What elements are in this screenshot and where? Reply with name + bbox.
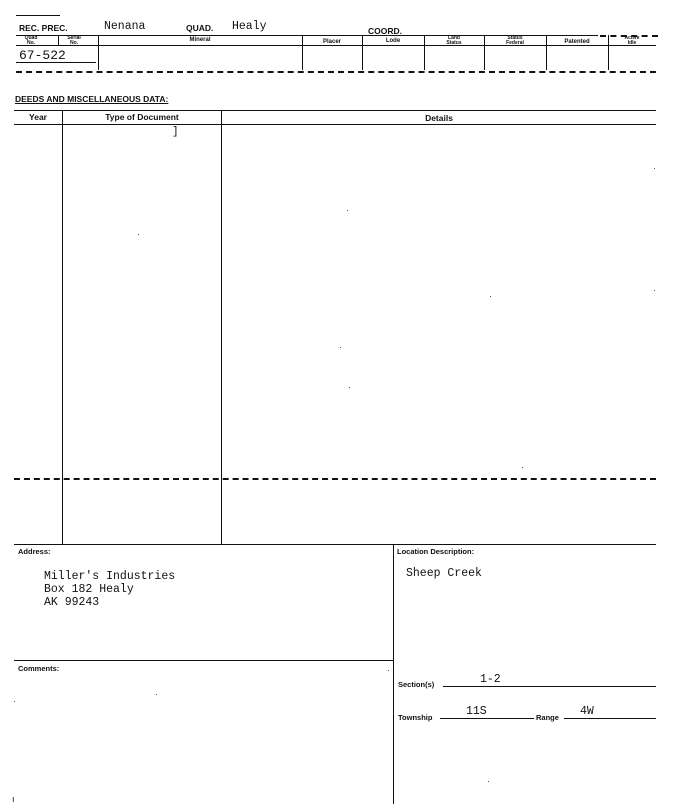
col-divider bbox=[484, 35, 485, 70]
township-value: 11S bbox=[466, 705, 487, 718]
scan-speck bbox=[349, 387, 350, 388]
deeds-header-rule bbox=[14, 124, 656, 125]
header-top-rule bbox=[16, 15, 60, 16]
quad-underline bbox=[16, 62, 96, 63]
record-rule-dashed bbox=[16, 71, 656, 73]
quad-number-value: 67-522 bbox=[19, 48, 66, 63]
address-label: Address: bbox=[18, 547, 51, 556]
active-idle-header: Active Idle bbox=[624, 35, 640, 46]
col-divider bbox=[546, 35, 547, 70]
type-of-document-header: Type of Document bbox=[105, 112, 179, 122]
coord-label: COORD. bbox=[368, 26, 402, 36]
location-description-value: Sheep Creek bbox=[406, 567, 482, 580]
scan-speck bbox=[654, 168, 655, 169]
stray-mark: ] bbox=[172, 126, 179, 138]
col-divider bbox=[424, 35, 425, 70]
scan-speck bbox=[138, 234, 139, 235]
scan-speck bbox=[340, 347, 341, 348]
year-header: Year bbox=[29, 112, 47, 122]
scan-speck bbox=[347, 210, 348, 211]
land-status-header: Land Status bbox=[446, 35, 462, 46]
address-line-3: AK 99243 bbox=[44, 596, 100, 609]
col-divider bbox=[58, 35, 59, 45]
column-header-rule bbox=[16, 45, 656, 46]
lode-header: Lode bbox=[385, 38, 401, 44]
address-line-1: Miller's Industries bbox=[44, 570, 176, 583]
range-value: 4W bbox=[580, 705, 594, 718]
scan-speck bbox=[156, 694, 157, 695]
deeds-section-title: DEEDS AND MISCELLANEOUS DATA: bbox=[15, 94, 169, 104]
rec-prec-value: Nenana bbox=[104, 20, 146, 33]
quad-value: Healy bbox=[232, 20, 267, 33]
col-divider bbox=[302, 35, 303, 70]
deeds-table-top bbox=[14, 110, 656, 111]
col-divider bbox=[608, 35, 609, 70]
scan-speck bbox=[388, 670, 389, 671]
address-line-2: Box 182 Healy bbox=[44, 583, 134, 596]
deeds-rule-dashed bbox=[14, 478, 656, 480]
sections-value: 1-2 bbox=[480, 673, 501, 686]
comments-label: Comments: bbox=[18, 664, 60, 673]
sections-label: Section(s) bbox=[398, 680, 435, 689]
patented-header: Patented bbox=[564, 39, 590, 45]
sections-underline bbox=[443, 686, 656, 687]
location-description-label: Location Description: bbox=[397, 547, 475, 556]
placer-header: Placer bbox=[322, 39, 341, 45]
mineral-header: Mineral bbox=[189, 37, 211, 43]
township-label: Township bbox=[398, 713, 433, 722]
address-comments-rule bbox=[14, 660, 393, 661]
col-divider bbox=[362, 35, 363, 70]
scan-speck bbox=[488, 781, 489, 782]
serial-no-header: Serial No. bbox=[67, 35, 81, 46]
range-underline bbox=[564, 718, 656, 719]
details-header: Details bbox=[425, 113, 453, 123]
quad-no-header: Quad No. bbox=[24, 35, 38, 46]
col-divider bbox=[98, 35, 99, 70]
township-underline bbox=[440, 718, 534, 719]
scan-speck bbox=[522, 467, 523, 468]
footer-mark: ı bbox=[12, 794, 15, 804]
deeds-table-bottom bbox=[14, 544, 656, 545]
scan-speck bbox=[14, 701, 15, 702]
scan-speck bbox=[490, 296, 491, 297]
lower-divider bbox=[393, 544, 394, 804]
scan-speck bbox=[654, 290, 655, 291]
quad-label: QUAD. bbox=[186, 23, 214, 33]
rec-prec-label: REC. PREC. bbox=[19, 23, 68, 33]
range-label: Range bbox=[536, 713, 559, 722]
status-federal-header: Status Federal bbox=[506, 35, 524, 46]
